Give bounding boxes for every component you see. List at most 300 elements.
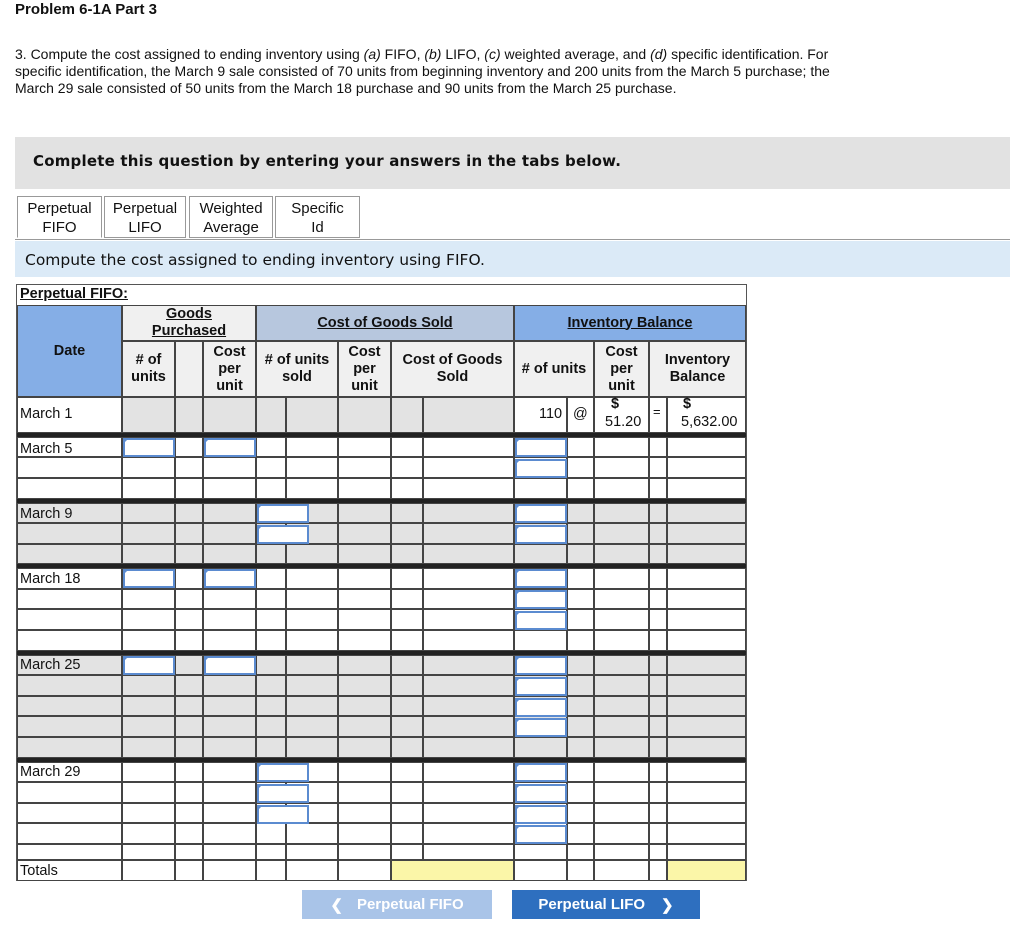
march1-at: @	[573, 406, 588, 422]
date-march-5: March 5	[20, 441, 73, 457]
instructions-banner	[15, 137, 1010, 189]
table-cell	[17, 457, 122, 478]
table-cell	[567, 457, 594, 478]
answer-input[interactable]	[123, 438, 175, 457]
table-cell	[423, 844, 514, 860]
table-cell	[667, 782, 746, 803]
table-cell	[203, 589, 256, 609]
table-cell	[286, 675, 338, 696]
table-cell	[391, 503, 423, 523]
answer-input[interactable]	[515, 656, 567, 675]
table-cell	[256, 696, 286, 716]
table-cell	[338, 457, 391, 478]
table-cell	[203, 503, 256, 523]
table-cell	[286, 655, 338, 675]
table-cell	[286, 457, 338, 478]
table-cell	[391, 457, 423, 478]
table-cell	[256, 860, 286, 881]
table-cell	[338, 844, 391, 860]
answer-input[interactable]	[515, 718, 567, 737]
answer-input[interactable]	[257, 763, 309, 782]
table-cell	[391, 568, 423, 589]
table-cell	[594, 544, 649, 564]
header-cogs-units: # of units sold	[256, 341, 338, 397]
row-separator	[17, 564, 746, 568]
table-cell	[567, 844, 594, 860]
table-cell	[256, 675, 286, 696]
header-cogs-cost: Cost per unit	[338, 341, 391, 397]
table-cell	[423, 523, 514, 544]
table-cell	[256, 568, 286, 589]
answer-input[interactable]	[515, 805, 567, 824]
table-cell	[423, 716, 514, 737]
table-cell	[391, 523, 423, 544]
table-cell	[286, 609, 338, 630]
table-cell	[649, 860, 667, 881]
table-cell	[203, 544, 256, 564]
table-cell	[175, 696, 203, 716]
date-march-1: March 1	[20, 406, 73, 422]
table-cell	[567, 544, 594, 564]
row-separator	[17, 651, 746, 655]
table-cell	[203, 675, 256, 696]
table-cell	[122, 630, 175, 651]
table-cell	[667, 762, 746, 782]
chevron-right-icon: ❯	[661, 896, 674, 914]
table-cell	[667, 589, 746, 609]
table-cell	[649, 716, 667, 737]
table-cell	[594, 737, 649, 758]
table-cell	[175, 762, 203, 782]
table-cell	[203, 716, 256, 737]
table-cell	[256, 844, 286, 860]
header-gp-cost: Cost per unit	[203, 341, 256, 397]
table-cell	[338, 609, 391, 630]
table-cell	[423, 737, 514, 758]
table-cell	[203, 782, 256, 803]
table-cell	[175, 397, 203, 433]
next-tab-button[interactable]: Perpetual LIFO ❯	[512, 890, 700, 919]
table-cell	[175, 457, 203, 478]
table-cell	[338, 397, 391, 433]
answer-input[interactable]	[515, 784, 567, 803]
table-cell	[203, 737, 256, 758]
table-cell	[338, 762, 391, 782]
table-cell	[175, 675, 203, 696]
table-cell	[17, 737, 122, 758]
table-cell	[203, 523, 256, 544]
table-cell	[391, 437, 423, 457]
table-cell	[649, 782, 667, 803]
answer-input[interactable]	[515, 698, 567, 717]
table-cell	[391, 397, 423, 433]
table-cell	[514, 844, 567, 860]
table-cell	[17, 675, 122, 696]
table-cell	[122, 397, 175, 433]
table-cell	[423, 457, 514, 478]
answer-input[interactable]	[123, 569, 175, 588]
answer-input[interactable]	[257, 805, 309, 824]
table-cell	[338, 823, 391, 844]
table-cell	[594, 762, 649, 782]
march1-dollar-balance: $	[683, 396, 692, 412]
table-cell	[256, 397, 286, 433]
banner-text: Complete this question by entering your answers in the tabs below.	[33, 152, 622, 170]
table-cell	[286, 860, 338, 881]
table-cell	[594, 860, 649, 881]
table-cell	[649, 478, 667, 499]
table-cell	[256, 544, 286, 564]
table-cell	[594, 568, 649, 589]
table-cell	[122, 716, 175, 737]
table-cell	[649, 523, 667, 544]
table-cell	[567, 630, 594, 651]
table-cell	[567, 478, 594, 499]
answer-input[interactable]	[515, 504, 567, 523]
table-cell	[175, 655, 203, 675]
table-cell	[175, 609, 203, 630]
table-cell	[667, 478, 746, 499]
table-cell	[391, 737, 423, 758]
row-totals-label: Totals	[20, 863, 58, 879]
date-march-29: March 29	[20, 764, 81, 780]
table-cell	[649, 437, 667, 457]
table-cell	[567, 523, 594, 544]
row-separator	[17, 758, 746, 762]
answer-input[interactable]	[257, 525, 309, 544]
table-cell	[203, 457, 256, 478]
table-cell	[649, 737, 667, 758]
table-cell	[514, 737, 567, 758]
table-cell	[175, 523, 203, 544]
table-cell	[175, 503, 203, 523]
table-cell	[17, 716, 122, 737]
table-cell	[423, 589, 514, 609]
answer-input[interactable]	[257, 784, 309, 803]
table-cell	[391, 762, 423, 782]
table-cell	[122, 503, 175, 523]
table-cell	[514, 478, 567, 499]
answer-input[interactable]	[204, 438, 256, 457]
table-cell	[667, 523, 746, 544]
answer-input[interactable]	[515, 438, 567, 457]
table-cell	[338, 589, 391, 609]
table-cell	[338, 478, 391, 499]
table-cell	[594, 716, 649, 737]
table-cell	[338, 803, 391, 823]
table-cell	[122, 523, 175, 544]
table-cell	[423, 630, 514, 651]
table-cell	[567, 589, 594, 609]
table-cell	[286, 716, 338, 737]
table-cell	[594, 589, 649, 609]
table-cell	[175, 544, 203, 564]
question-text: 3. Compute the cost assigned to ending inventory using (a) FIFO, (b) LIFO, (c) weighted average, and (d) specific identification. For specific identification, the March 9 sale consisted of 70 units from beginning inventory and 200 units from the March 5 purchase; the March 29 sale consisted of 50 units from the March 18 purchase and 90 units from the March 25 purchase.	[15, 46, 830, 96]
table-cell	[17, 589, 122, 609]
table-cell	[17, 630, 122, 651]
table-cell	[203, 762, 256, 782]
table-cell	[122, 609, 175, 630]
table-cell	[567, 609, 594, 630]
header-goods-purchased: Goods Purchased	[122, 305, 256, 341]
answer-input[interactable]	[204, 656, 256, 675]
table-cell	[423, 437, 514, 457]
table-cell	[567, 860, 594, 881]
table-cell	[122, 544, 175, 564]
date-march-9: March 9	[20, 506, 73, 522]
table-cell	[567, 803, 594, 823]
table-cell	[256, 823, 286, 844]
table-cell	[423, 782, 514, 803]
table-cell	[175, 860, 203, 881]
table-cell	[567, 737, 594, 758]
table-cell	[17, 544, 122, 564]
tab-instruction	[15, 241, 1010, 277]
table-cell	[391, 716, 423, 737]
table-cell	[175, 844, 203, 860]
table-cell	[391, 675, 423, 696]
tab-perpetual-lifo[interactable]: Perpetual LIFO	[104, 196, 186, 238]
table-cell	[667, 609, 746, 630]
table-cell	[667, 568, 746, 589]
answer-input[interactable]	[515, 611, 567, 630]
table-cell	[175, 568, 203, 589]
march1-units: 110	[539, 406, 563, 422]
table-cell	[594, 803, 649, 823]
answer-input[interactable]	[515, 763, 567, 782]
answer-input[interactable]	[257, 504, 309, 523]
table-cell	[649, 544, 667, 564]
total-cell[interactable]	[391, 860, 514, 881]
table-cell	[649, 844, 667, 860]
table-cell	[122, 823, 175, 844]
table-cell	[122, 478, 175, 499]
table-cell	[256, 716, 286, 737]
table-cell	[667, 457, 746, 478]
table-cell	[391, 655, 423, 675]
table-cell	[594, 457, 649, 478]
header-cogs-total: Cost of Goods Sold	[391, 341, 514, 397]
table-cell	[423, 609, 514, 630]
table-cell	[122, 803, 175, 823]
date-march-18: March 18	[20, 571, 81, 587]
table-cell	[649, 503, 667, 523]
answer-input[interactable]	[515, 825, 567, 844]
tab-divider	[15, 239, 1010, 240]
answer-input[interactable]	[515, 525, 567, 544]
table-cell	[514, 544, 567, 564]
table-cell	[175, 823, 203, 844]
table-cell	[122, 457, 175, 478]
table-cell	[514, 860, 567, 881]
table-cell	[423, 397, 514, 433]
table-cell	[286, 823, 338, 844]
table-cell	[667, 696, 746, 716]
table-cell	[391, 544, 423, 564]
table-cell	[17, 609, 122, 630]
table-cell	[203, 696, 256, 716]
table-cell	[391, 589, 423, 609]
table-cell	[594, 655, 649, 675]
table-cell	[338, 437, 391, 457]
table-cell	[256, 478, 286, 499]
table-cell	[203, 397, 256, 433]
table-cell	[286, 397, 338, 433]
row-separator	[17, 499, 746, 503]
table-cell	[256, 589, 286, 609]
answer-input[interactable]	[123, 656, 175, 675]
table-cell	[567, 675, 594, 696]
table-cell	[667, 716, 746, 737]
table-cell	[567, 696, 594, 716]
table-cell	[203, 478, 256, 499]
table-cell	[175, 589, 203, 609]
table-cell	[649, 568, 667, 589]
table-cell	[391, 696, 423, 716]
march1-dollar-cost: $	[611, 396, 620, 412]
table-cell	[594, 630, 649, 651]
table-cell	[286, 844, 338, 860]
table-cell	[338, 782, 391, 803]
table-cell	[391, 609, 423, 630]
table-cell	[175, 737, 203, 758]
answer-input[interactable]	[515, 677, 567, 696]
table-cell	[391, 823, 423, 844]
table-cell	[423, 655, 514, 675]
header-cost-of-goods-sold: Cost of Goods Sold	[256, 305, 514, 341]
table-cell	[594, 844, 649, 860]
table-cell	[649, 675, 667, 696]
table-cell	[286, 544, 338, 564]
table-cell	[391, 782, 423, 803]
table-cell	[286, 437, 338, 457]
table-cell	[594, 523, 649, 544]
table-cell	[567, 782, 594, 803]
table-cell	[122, 589, 175, 609]
table-cell	[256, 609, 286, 630]
tab-perpetual-fifo[interactable]: Perpetual FIFO	[17, 196, 102, 238]
table-cell	[175, 716, 203, 737]
table-cell	[122, 782, 175, 803]
table-cell	[423, 478, 514, 499]
table-cell	[649, 762, 667, 782]
table-cell	[391, 630, 423, 651]
tab-weighted-average[interactable]: Weighted Average	[189, 196, 273, 238]
march1-balance: 5,632.00	[681, 414, 738, 430]
table-cell	[594, 478, 649, 499]
table-cell	[286, 737, 338, 758]
row-separator	[17, 433, 746, 437]
table-cell	[667, 803, 746, 823]
tab-specific-id[interactable]: Specific Id	[275, 196, 360, 238]
table-cell	[391, 844, 423, 860]
table-cell	[175, 803, 203, 823]
table-cell	[423, 803, 514, 823]
table-cell	[17, 844, 122, 860]
table-cell	[514, 630, 567, 651]
table-cell	[203, 860, 256, 881]
table-cell	[256, 737, 286, 758]
table-cell	[338, 737, 391, 758]
table-cell	[667, 544, 746, 564]
table-cell	[122, 762, 175, 782]
table-cell	[423, 503, 514, 523]
table-cell	[338, 523, 391, 544]
table-cell	[286, 568, 338, 589]
table-cell	[667, 437, 746, 457]
table-cell	[338, 655, 391, 675]
table-cell	[567, 716, 594, 737]
table-cell	[594, 696, 649, 716]
table-cell	[667, 503, 746, 523]
table-cell	[122, 844, 175, 860]
table-cell	[122, 675, 175, 696]
table-cell	[567, 655, 594, 675]
table-cell	[649, 457, 667, 478]
table-cell	[256, 655, 286, 675]
table-cell	[256, 437, 286, 457]
table-cell	[667, 823, 746, 844]
table-cell	[256, 457, 286, 478]
table-cell	[649, 655, 667, 675]
total-cell[interactable]	[667, 860, 746, 881]
table-cell	[567, 823, 594, 844]
prev-tab-button[interactable]: ❮ Perpetual FIFO	[302, 890, 492, 919]
table-cell	[17, 782, 122, 803]
table-cell	[338, 544, 391, 564]
header-inv-units: # of units	[514, 341, 594, 397]
table-cell	[594, 675, 649, 696]
table-cell	[338, 860, 391, 881]
table-cell	[203, 630, 256, 651]
table-cell	[391, 478, 423, 499]
answer-input[interactable]	[515, 590, 567, 609]
table-cell	[567, 437, 594, 457]
answer-input[interactable]	[204, 569, 256, 588]
table-cell	[649, 803, 667, 823]
table-cell	[17, 478, 122, 499]
table-cell	[338, 568, 391, 589]
table-cell	[649, 630, 667, 651]
table-cell	[122, 737, 175, 758]
table-cell	[17, 696, 122, 716]
header-inventory-balance: Inventory Balance	[514, 305, 746, 341]
table-cell	[594, 782, 649, 803]
table-cell	[203, 609, 256, 630]
table-cell	[122, 860, 175, 881]
table-cell	[391, 803, 423, 823]
table-cell	[423, 544, 514, 564]
table-cell	[594, 503, 649, 523]
answer-input[interactable]	[515, 459, 567, 478]
table-cell	[649, 589, 667, 609]
table-cell	[594, 437, 649, 457]
table-cell	[175, 478, 203, 499]
table-cell	[203, 803, 256, 823]
table-cell	[423, 823, 514, 844]
table-cell	[338, 503, 391, 523]
table-cell	[649, 609, 667, 630]
header-inv-balance: Inventory Balance	[649, 341, 746, 397]
date-march-25: March 25	[20, 657, 81, 673]
answer-input[interactable]	[515, 569, 567, 588]
table-cell	[667, 737, 746, 758]
table-cell	[286, 478, 338, 499]
table-cell	[203, 823, 256, 844]
table-cell	[594, 609, 649, 630]
header-gp-units: # of units	[122, 341, 175, 397]
table-cell	[667, 844, 746, 860]
